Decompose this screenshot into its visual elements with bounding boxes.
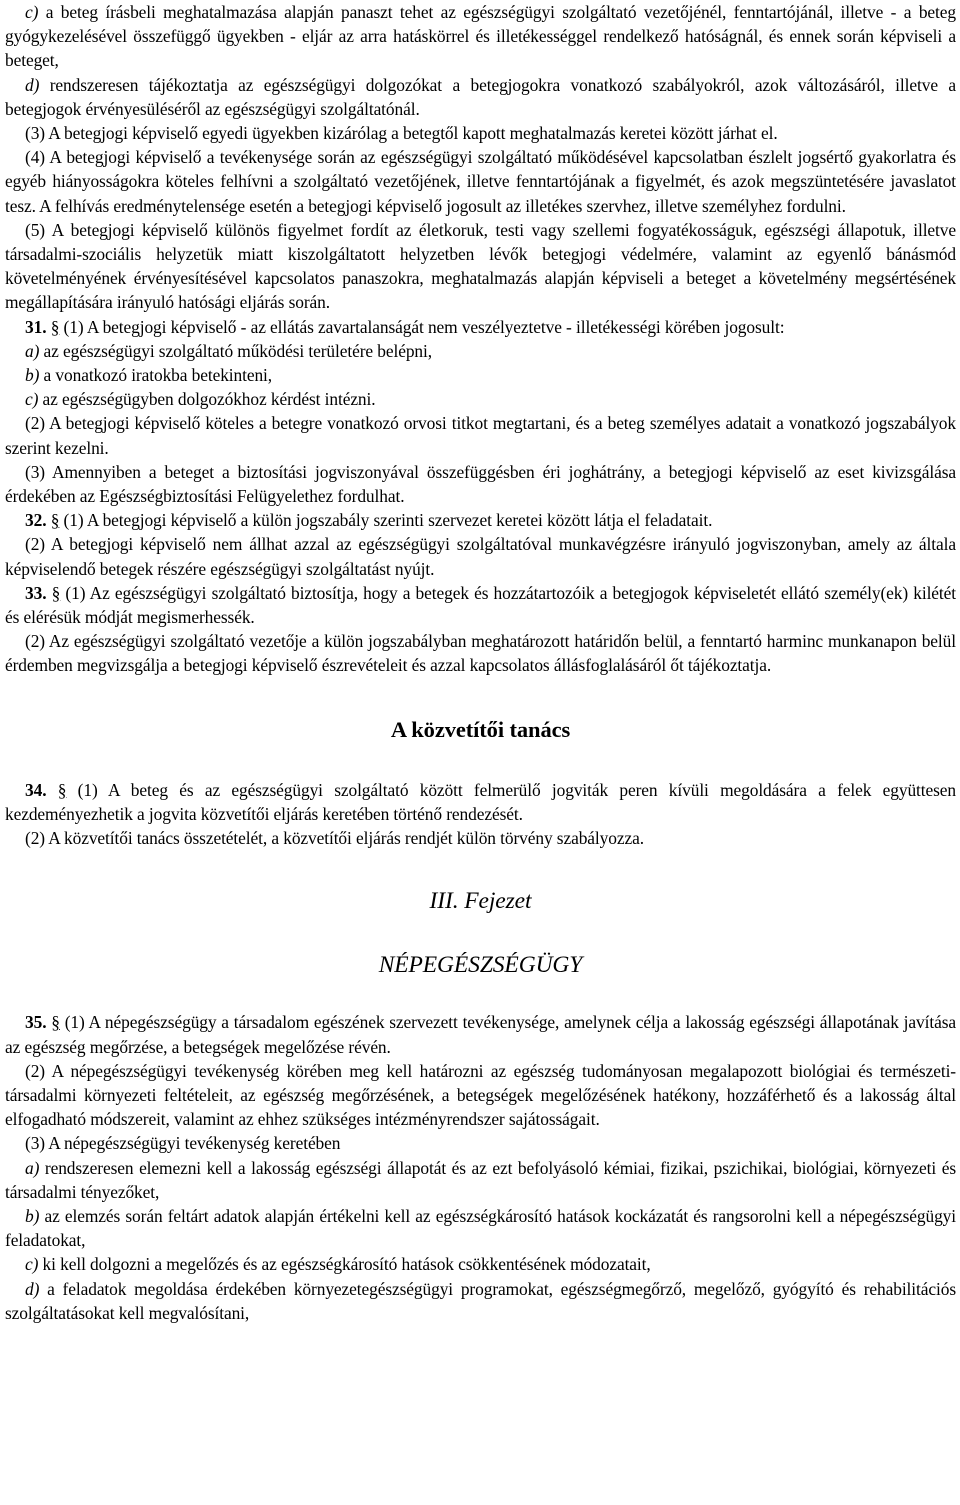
section-text: (1) A betegjogi képviselő - az ellátás zavartalanságát nem veszélyeztetve - illetékességi körében jogosult: [59, 316, 785, 337]
s35-paragraph-2: (2) A népegészségügyi tevékenység körében meg kell határozni az egészség tudományosan megalapozott biológiai és természeti-társadalmi környezeti feltételeit, az egészség megőrzésének, a betegségek megelőzésének hatékony, hozzáférhető és a lakosság által elfogadható módszereit, valamint az ehhez szükséges intézményrendszer sajátosságait. [5, 1060, 956, 1130]
s35-paragraph-3: (3) A népegészségügyi tevékenység keretében [25, 1133, 341, 1154]
section-sign: § [50, 316, 60, 337]
item-text: rendszeresen tájékoztatja az egészségügyi dolgozókat a betegjogokra vonatkozó szabályokról, azok változásáról, illetve a betegjogok érvényesüléséről az egészségügyi szolgáltatónál. [5, 74, 956, 119]
section-sign: § [51, 1012, 60, 1033]
section-text: (1) A népegészségügy a társadalom egészének szervezett tevékenysége, amelynek célja a lakosság egészségi állapotának javítása az egészség megőrzése, a betegségek megelőzése révén. [5, 1012, 956, 1057]
section-number: 33. [25, 582, 47, 603]
paragraph-4: (4) A betegjogi képviselő a tevékenysége során az egészségügyi szolgáltató működésével kapcsolatban észlelt jogsértő gyakorlatra és egyéb hiányosságokra köteles felhívni a szolgáltató vezetőjének, illetve fenntartójának a figyelmét, és azok megszüntetésére javaslatot tesz. A felhívás eredménytelensége esetén a betegjogi képviselő jogosult az illetékes szervhez, illetve személyhez fordulni. [5, 147, 956, 216]
item-text: a beteg írásbeli meghatalmazása alapján panaszt tehet az egészségügyi szolgáltató vezetőjénél, fenntartójánál, illetve - a beteg gyógykezelésével összefüggő ügyekben - eljár az arra hatáskörrel és illetékességgel rendelkező hatóságnál, és ennek során képviseli a beteget, [5, 2, 956, 71]
item-label: c) [25, 1254, 39, 1275]
s35-item-d [5, 1277, 956, 1325]
section-text: (1) Az egészségügyi szolgáltató biztosítja, hogy a betegek és hozzátartozóik a betegjogok képviseletét ellátó személy(ek) kilétét és elérésük módját megismerhessék. [5, 582, 957, 628]
item-label: c) [25, 389, 39, 410]
section-text: (1) A betegjogi képviselő a külön jogszabály szerinti szervezet keretei között látja el feladatait. [59, 510, 713, 531]
s31-paragraph-3: (3) Amennyiben a beteget a biztosítási jogviszonyával összefüggésben éri joghátrány, a betegjogi képviselő az eset kivizsgálása érdekében az Egészségbiztosítási Felügyelethez fordulhat. [5, 461, 956, 507]
section-32-paragraph [5, 508, 956, 532]
item-label: b) [25, 365, 40, 386]
item-text: az egészségügyben dolgozókhoz kérdést intézni. [38, 389, 376, 410]
item-text: az elemzés során feltárt adatok alapján értékelni kell az egészségkárosító hatások kockázatát és rangsorolni kell a népegészségügyi feladatokat, [5, 1205, 956, 1251]
s35-item-c [5, 1252, 956, 1276]
s32-paragraph-2: (2) A betegjogi képviselő nem állhat azzal az egészségügyi szolgáltatóval munkavégzésre irányuló jogviszonyban, amely az általa képviselendő betegek részére egészségügyi szolgáltatást nyújt. [5, 534, 956, 579]
item-d-paragraph [5, 73, 956, 121]
item-text: rendszeresen elemezni kell a lakosság egészségi állapotát és az ezt befolyásoló kémiai, fizikai, pszichikai, biológiai, környezeti és társadalmi tényezőket, [5, 1157, 956, 1202]
s33-paragraph-2: (2) Az egészségügyi szolgáltató vezetője a külön jogszabályban meghatározott határidőn belül, a fenntartó harminc munkanapon belül érdemben megvizsgálja a betegjogi képviselő észrevételeit és azzal kapcsolatos állásfoglalásáról őt tájékoztatja. [5, 631, 956, 676]
s34-paragraph-2: (2) A közvetítői tanács összetételét, a közvetítői eljárás rendjét külön törvény szabályozza. [25, 828, 644, 849]
paragraph-3: (3) A betegjogi képviselő egyedi ügyekben kizárólag a betegtől kapott meghatalmazás keretei között járhat el. [25, 123, 778, 144]
section-34-paragraph [5, 778, 956, 826]
s31-item-c [5, 387, 956, 411]
paragraph-5: (5) A betegjogi képviselő különös figyelmet fordít az életkoruk, testi vagy szellemi fogyatékosságuk, egészségi állapotuk, illetve társadalmi-szociális helyzetük miatt kiszolgáltatott helyzetben lévők betegjogi védelmére, valamint az egyenlő bánásmód követelményének érvényesítésével kapcsolatos panaszokra, meghatalmazás alapján képviseli a beteget a követelmény megsértésének megállapítására irányuló hatósági eljárás során. [5, 219, 956, 313]
item-text: az egészségügyi szolgáltató működési területére belépni, [39, 340, 432, 361]
item-c-paragraph [5, 0, 956, 73]
section-31-paragraph [5, 315, 956, 339]
s31-item-b [5, 363, 956, 387]
item-label: d) [25, 1278, 40, 1299]
section-sign: § [50, 510, 60, 531]
section-number: 32. [25, 510, 47, 531]
section-number: 35. [25, 1012, 47, 1033]
s31-paragraph-2: (2) A betegjogi képviselő köteles a betegre vonatkozó orvosi titkot megtartani, és a beteg személyes adatait a vonatkozó jogszabályok szerint kezelni. [5, 413, 956, 458]
section-sign: § [51, 582, 61, 603]
item-text: a feladatok megoldása érdekében környezetegészségügyi programokat, egészségmegőrző, megelőző, gyógyító és rehabilitációs szolgáltatásokat kell megvalósítani, [5, 1278, 956, 1323]
s35-item-b [5, 1204, 956, 1252]
item-label: c) [25, 2, 39, 22]
section-number: 31. [25, 316, 47, 337]
section-35-paragraph [5, 1010, 956, 1058]
section-title-kozvetito: A közvetítői tanács [390, 716, 571, 742]
section-number: 34. [25, 779, 47, 800]
section-text: (1) A beteg és az egészségügyi szolgáltató között felmerülő jogviták peren kívüli megoldására a felek együttesen kezdeményezhetik a jogvita közvetítői eljárás keretében történő rendezését. [5, 779, 957, 824]
s31-item-a [5, 339, 956, 363]
chapter-name: NÉPEGÉSZSÉGÜGY [378, 952, 583, 979]
chapter-number: III. Fejezet [429, 888, 532, 915]
item-label: d) [25, 74, 40, 95]
item-label: b) [25, 1205, 40, 1226]
s35-item-a [5, 1156, 956, 1204]
item-text: ki kell dolgozni a megelőzés és az egészségkárosító hatások csökkentésének módozatait, [38, 1254, 651, 1275]
item-label: a) [25, 340, 40, 361]
section-33-paragraph [5, 581, 956, 629]
item-label: a) [25, 1157, 40, 1178]
item-text: a vonatkozó iratokba betekinteni, [39, 365, 273, 386]
section-sign: § [57, 779, 67, 800]
